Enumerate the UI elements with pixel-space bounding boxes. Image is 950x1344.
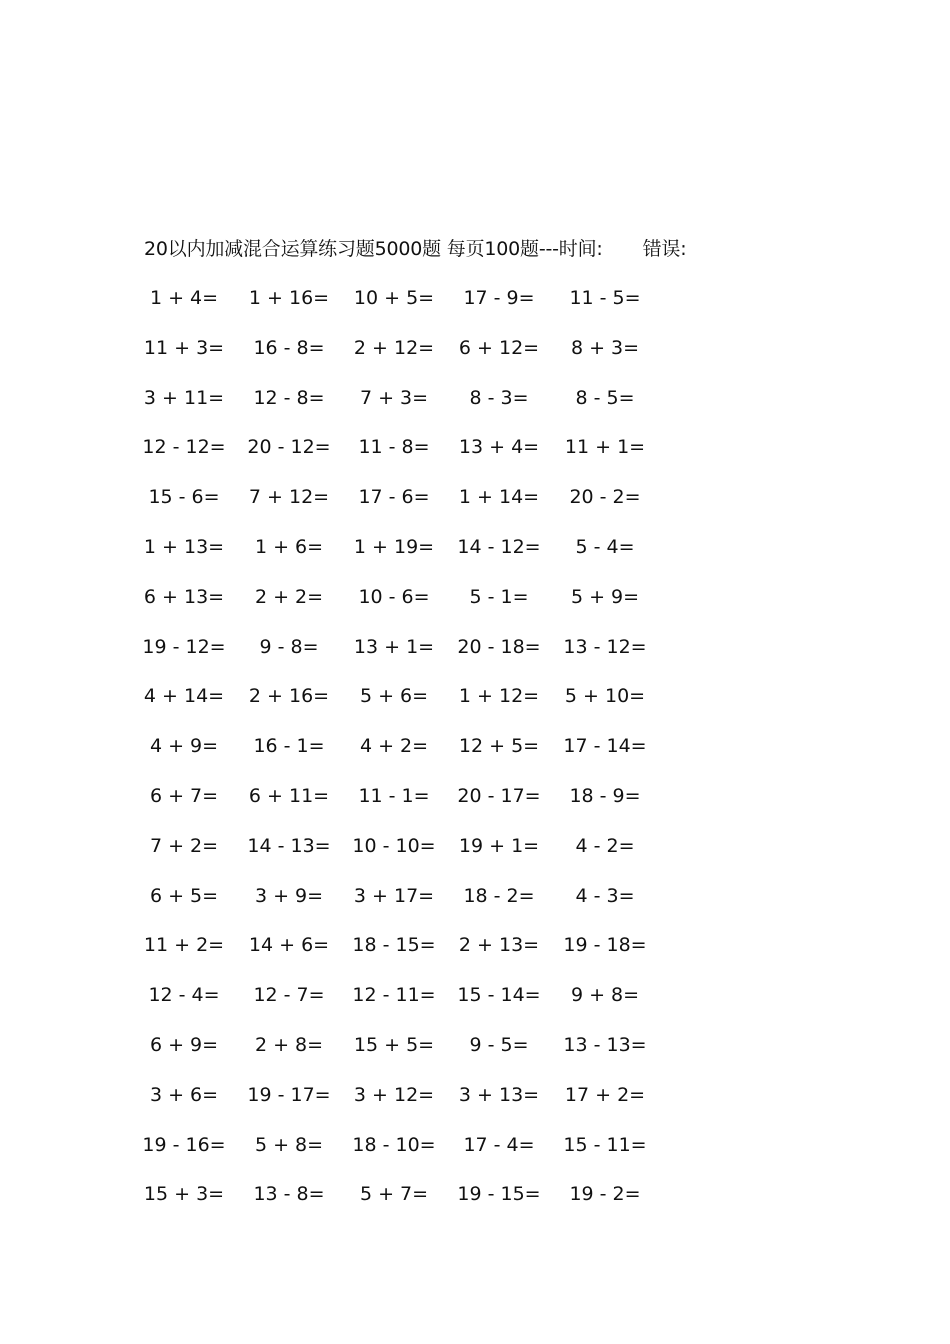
math-problem: 7 + 2=: [149, 834, 219, 857]
math-problem: 17 - 14=: [563, 735, 647, 758]
math-problem: 5 + 10=: [564, 685, 646, 708]
math-problem: 20 - 12=: [247, 436, 331, 459]
math-problem: 19 - 2=: [569, 1183, 641, 1206]
math-problem: 2 + 16=: [248, 685, 330, 708]
math-problem: 5 + 7=: [359, 1183, 429, 1206]
math-problem: 3 + 17=: [353, 884, 435, 907]
math-problem: 5 - 1=: [469, 585, 529, 608]
problem-row: [144, 882, 684, 932]
math-problem: 15 - 6=: [148, 486, 220, 509]
math-problem: 20 - 2=: [569, 486, 641, 509]
problem-row: [144, 1031, 684, 1081]
problem-row: [144, 931, 684, 981]
math-problem: 8 - 5=: [575, 386, 635, 409]
math-problem: 1 + 4=: [149, 287, 219, 309]
math-problem: 10 + 5=: [353, 287, 435, 309]
math-problem: 1 + 13=: [143, 535, 225, 558]
problem-row: [144, 533, 684, 583]
math-problem: 17 - 4=: [463, 1133, 535, 1156]
math-problem: 18 - 10=: [352, 1133, 436, 1156]
problem-row: [144, 832, 684, 882]
math-problem: 13 + 4=: [458, 436, 540, 459]
math-problem: 12 - 7=: [253, 984, 325, 1007]
error-label: 错误:: [642, 238, 687, 260]
math-problem: 11 + 2=: [143, 934, 225, 957]
math-problem: 1 + 6=: [254, 535, 324, 558]
math-problem: 17 - 9=: [463, 287, 535, 309]
math-problem: 14 - 13=: [247, 834, 331, 857]
problem-row: [144, 334, 684, 384]
math-problem: 6 + 7=: [149, 784, 219, 807]
problem-row: [144, 583, 684, 633]
math-problem: 11 - 8=: [358, 436, 430, 459]
math-problem: 9 - 8=: [259, 635, 319, 658]
math-problem: 4 + 9=: [149, 735, 219, 758]
math-problem: 12 - 4=: [148, 984, 220, 1007]
math-problem: 3 + 6=: [149, 1083, 219, 1106]
math-problem: 13 - 12=: [563, 635, 647, 658]
worksheet-title: 20以内加减混合运算练习题5000题 每页100题---时间:: [144, 238, 603, 260]
math-problem: 17 + 2=: [564, 1083, 646, 1106]
math-problem: 12 + 5=: [458, 735, 540, 758]
math-problem: 14 + 6=: [248, 934, 330, 957]
math-problem: 13 - 8=: [253, 1183, 325, 1206]
problem-row: [144, 483, 684, 533]
problem-row: [144, 1081, 684, 1131]
problem-row: [144, 284, 684, 334]
math-problem: 2 + 12=: [353, 336, 435, 359]
math-problem: 12 - 11=: [352, 984, 436, 1007]
problem-row: [144, 782, 684, 832]
math-problem: 19 - 16=: [142, 1133, 226, 1156]
math-problem: 15 - 11=: [563, 1133, 647, 1156]
math-problem: 15 - 14=: [457, 984, 541, 1007]
math-problem: 2 + 13=: [458, 934, 540, 957]
math-problem: 15 + 5=: [353, 1033, 435, 1056]
math-problem: 19 - 17=: [247, 1083, 331, 1106]
math-problem: 6 + 13=: [143, 585, 225, 608]
math-problem: 10 - 6=: [358, 585, 430, 608]
math-problem: 11 - 1=: [358, 784, 430, 807]
math-problem: 19 - 15=: [457, 1183, 541, 1206]
math-problem: 7 + 3=: [359, 386, 429, 409]
math-problem: 18 - 2=: [463, 884, 535, 907]
math-problem: 3 + 11=: [143, 386, 225, 409]
math-problem: 8 + 3=: [570, 336, 640, 359]
math-problem: 8 - 3=: [469, 386, 529, 409]
problem-row: [144, 633, 684, 683]
math-problem: 5 + 8=: [254, 1133, 324, 1156]
math-problem: 17 - 6=: [358, 486, 430, 509]
math-problem: 3 + 12=: [353, 1083, 435, 1106]
math-problem: 18 - 15=: [352, 934, 436, 957]
math-problem: 11 - 5=: [569, 287, 641, 309]
math-problem: 6 + 9=: [149, 1033, 219, 1056]
math-problem: 6 + 5=: [149, 884, 219, 907]
math-problem: 19 + 1=: [458, 834, 540, 857]
math-problem: 9 - 5=: [469, 1033, 529, 1056]
problem-row: [144, 732, 684, 782]
math-problem: 5 + 9=: [570, 585, 640, 608]
problem-row: [144, 682, 684, 732]
math-problem: 4 + 2=: [359, 735, 429, 758]
math-problem: 15 + 3=: [143, 1183, 225, 1206]
math-problem: 1 + 19=: [353, 535, 435, 558]
math-problem: 20 - 17=: [457, 784, 541, 807]
math-problem: 5 + 6=: [359, 685, 429, 708]
math-problem: 16 - 1=: [253, 735, 325, 758]
math-problem: 3 + 9=: [254, 884, 324, 907]
math-problem: 11 + 1=: [564, 436, 646, 459]
math-problem: 16 - 8=: [253, 336, 325, 359]
math-problem: 7 + 12=: [248, 486, 330, 509]
math-problem: 6 + 11=: [248, 784, 330, 807]
math-problem: 1 + 14=: [458, 486, 540, 509]
math-problem: 12 - 12=: [142, 436, 226, 459]
math-problem: 2 + 8=: [254, 1033, 324, 1056]
problem-grid: [144, 284, 684, 1230]
problem-row: [144, 981, 684, 1031]
math-problem: 20 - 18=: [457, 635, 541, 658]
math-problem: 10 - 10=: [352, 834, 436, 857]
math-problem: 13 - 13=: [563, 1033, 647, 1056]
problem-row: [144, 433, 684, 483]
math-problem: 1 + 16=: [248, 287, 330, 309]
problem-row: [144, 1180, 684, 1230]
problem-row: [144, 384, 684, 434]
math-problem: 6 + 12=: [458, 336, 540, 359]
math-problem: 5 - 4=: [575, 535, 635, 558]
math-problem: 9 + 8=: [570, 984, 640, 1007]
worksheet-header: [144, 236, 686, 262]
math-problem: 19 - 12=: [142, 635, 226, 658]
math-problem: 11 + 3=: [143, 336, 225, 359]
math-problem: 12 - 8=: [253, 386, 325, 409]
math-problem: 14 - 12=: [457, 535, 541, 558]
math-problem: 4 - 2=: [575, 834, 635, 857]
math-problem: 4 + 14=: [143, 685, 225, 708]
math-problem: 1 + 12=: [458, 685, 540, 708]
math-problem: 19 - 18=: [563, 934, 647, 957]
math-problem: 3 + 13=: [458, 1083, 540, 1106]
problem-row: [144, 1131, 684, 1181]
math-problem: 2 + 2=: [254, 585, 324, 608]
math-problem: 13 + 1=: [353, 635, 435, 658]
math-problem: 4 - 3=: [575, 884, 635, 907]
math-problem: 18 - 9=: [569, 784, 641, 807]
